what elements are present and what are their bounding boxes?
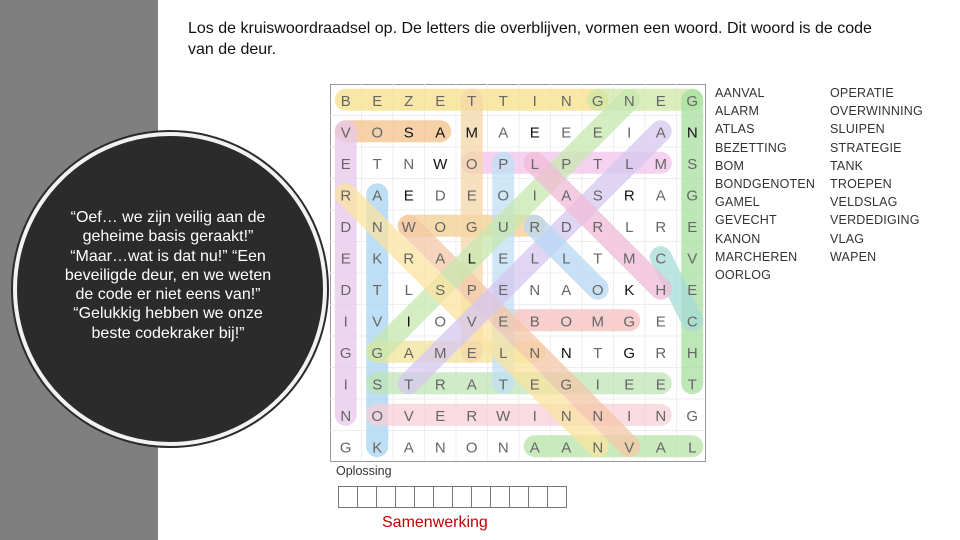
grid-letter[interactable]: K <box>372 439 383 457</box>
word-list-item: SLUIPEN <box>830 122 885 137</box>
grid-letter[interactable]: G <box>686 92 699 110</box>
grid-letter[interactable]: A <box>655 187 666 205</box>
word-list-item: GEVECHT <box>715 213 777 228</box>
grid-letter[interactable]: B <box>529 313 540 331</box>
grid-letter[interactable]: N <box>529 281 541 299</box>
grid-letter[interactable]: V <box>403 407 414 425</box>
grid-letter[interactable]: G <box>591 92 604 110</box>
grid-letter[interactable]: W <box>496 407 511 425</box>
grid-letter[interactable]: O <box>560 313 573 331</box>
solution-box[interactable] <box>414 486 434 508</box>
grid-letter[interactable]: A <box>435 124 446 142</box>
grid-letter[interactable]: G <box>686 187 699 205</box>
grid-letter[interactable]: E <box>372 92 383 110</box>
grid-letter[interactable]: N <box>403 155 415 173</box>
grid-letter[interactable]: A <box>655 439 666 457</box>
grid-letter[interactable]: A <box>372 187 383 205</box>
grid-letter[interactable]: O <box>465 155 478 173</box>
grid-letter[interactable]: E <box>624 376 635 394</box>
grid-letter[interactable]: T <box>498 376 508 394</box>
grid-letter[interactable]: T <box>467 92 477 110</box>
grid-letter[interactable]: K <box>624 281 635 299</box>
grid-letter[interactable]: T <box>593 250 603 268</box>
grid-letter[interactable]: A <box>561 439 572 457</box>
word-list-item: MARCHEREN <box>715 249 798 264</box>
grid-letter[interactable]: N <box>655 407 667 425</box>
grid-letter[interactable]: D <box>340 218 352 236</box>
solution-box[interactable] <box>395 486 415 508</box>
grid-letter[interactable]: E <box>466 344 477 362</box>
solution-box[interactable] <box>452 486 472 508</box>
grid-letter[interactable]: L <box>404 281 413 299</box>
grid-letter[interactable]: I <box>343 376 348 394</box>
grid-letter[interactable]: G <box>339 439 352 457</box>
grid-letter[interactable]: G <box>339 344 352 362</box>
grid-letter[interactable]: T <box>372 281 382 299</box>
grid-letter[interactable]: Z <box>404 92 414 110</box>
grid-letter[interactable]: L <box>625 155 634 173</box>
grid-letter[interactable]: A <box>561 281 572 299</box>
solution-box[interactable] <box>357 486 377 508</box>
grid-letter[interactable]: G <box>560 376 573 394</box>
solution-box[interactable] <box>528 486 548 508</box>
grid-letter[interactable]: H <box>655 281 667 299</box>
word-list-item: BONDGENOTEN <box>715 177 816 192</box>
grid-letter[interactable]: R <box>623 187 635 205</box>
grid-letter[interactable]: A <box>466 376 477 394</box>
grid-letter[interactable]: N <box>529 344 541 362</box>
grid-letter[interactable]: O <box>497 187 510 205</box>
grid-letter[interactable]: E <box>529 376 540 394</box>
grid-letter[interactable]: N <box>686 124 698 142</box>
grid-letter[interactable]: A <box>403 344 414 362</box>
quote-text: “Oef… we zijn veilig aan de geheime basis geraakt!” “Maar…wat is dat nu!” “Een beveiligde deur, en we weten de code er niet eens van!” “Gelukkig hebben we onze beste codekraker bij!” <box>64 209 272 342</box>
word-list-item: AANVAL <box>715 86 765 100</box>
grid-letter[interactable]: U <box>497 218 509 236</box>
grid-letter[interactable]: A <box>435 250 446 268</box>
grid-letter[interactable]: E <box>655 313 666 331</box>
word-list-item: ATLAS <box>715 122 755 137</box>
grid-letter[interactable]: T <box>593 155 603 173</box>
grid-letter[interactable]: L <box>530 250 539 268</box>
word-list-item: KANON <box>715 231 761 246</box>
grid-letter[interactable]: M <box>465 124 478 142</box>
grid-letter[interactable]: G <box>371 344 384 362</box>
grid-letter[interactable]: T <box>372 155 382 173</box>
grid-letter[interactable]: V <box>687 250 698 268</box>
grid-letter[interactable]: O <box>371 124 384 142</box>
word-list-item: GAMEL <box>715 195 760 210</box>
grid-letter[interactable]: E <box>592 124 603 142</box>
word-list-item: BOM <box>715 158 745 173</box>
grid-letter[interactable]: I <box>627 124 632 142</box>
grid-letter[interactable]: E <box>340 250 351 268</box>
grid-letter[interactable]: L <box>625 218 634 236</box>
grid-letter[interactable]: O <box>591 281 604 299</box>
word-list-item: WAPEN <box>830 249 877 264</box>
grid-letter[interactable]: R <box>466 407 478 425</box>
grid-letter[interactable]: D <box>434 187 446 205</box>
solution-label: Oplossing <box>336 464 392 478</box>
grid-letter[interactable]: O <box>465 439 478 457</box>
grid-letter[interactable]: N <box>560 344 572 362</box>
word-list-column-2 <box>830 84 923 266</box>
grid-letter[interactable]: E <box>655 376 666 394</box>
grid-letter[interactable]: I <box>627 407 632 425</box>
word-list-item: TROEPEN <box>830 177 892 192</box>
grid-letter[interactable]: C <box>655 250 667 268</box>
grid-letter[interactable]: P <box>561 155 572 173</box>
grid-letter[interactable]: A <box>498 124 509 142</box>
solution-box[interactable] <box>338 486 358 508</box>
solution-box[interactable] <box>490 486 510 508</box>
grid-letter[interactable]: E <box>687 281 698 299</box>
word-list-item: VELDSLAG <box>830 195 898 210</box>
grid-letter[interactable]: N <box>371 218 383 236</box>
grid-letter[interactable]: T <box>593 344 603 362</box>
grid-letter[interactable]: R <box>434 376 446 394</box>
word-list-item: OVERWINNING <box>830 104 923 119</box>
grid-letter[interactable]: N <box>592 439 604 457</box>
grid-letter[interactable]: D <box>560 218 572 236</box>
grid-letter[interactable]: V <box>372 313 383 331</box>
grid-letter[interactable]: N <box>592 407 604 425</box>
grid-letter[interactable]: W <box>433 155 448 173</box>
word-list-column-1 <box>715 84 815 284</box>
grid-letter[interactable]: L <box>530 155 539 173</box>
grid-letter[interactable]: P <box>498 155 509 173</box>
grid-letter[interactable]: A <box>529 439 540 457</box>
grid-letter[interactable]: M <box>591 313 604 331</box>
solution-boxes <box>338 486 566 508</box>
grid-letter[interactable]: G <box>623 344 636 362</box>
solution-box[interactable] <box>376 486 396 508</box>
grid-letter[interactable]: N <box>340 407 352 425</box>
grid-letter[interactable]: E <box>466 187 477 205</box>
grid-letter[interactable]: E <box>435 407 446 425</box>
grid-letter[interactable]: E <box>435 92 446 110</box>
grid-letter[interactable]: E <box>655 92 666 110</box>
word-list-item: BEZETTING <box>715 140 787 155</box>
grid-letter[interactable]: E <box>498 313 509 331</box>
grid-letter[interactable]: E <box>403 187 414 205</box>
grid-letter[interactable]: I <box>532 92 537 110</box>
grid-letter[interactable]: S <box>372 376 383 394</box>
word-list-item: VLAG <box>830 231 865 246</box>
grid-letter[interactable]: S <box>592 187 603 205</box>
grid-letter[interactable]: M <box>623 250 636 268</box>
instruction-text: Los de kruiswoordraadsel op. De letters die overblijven, vormen een woord. Dit woord is de code van de deur. <box>188 20 872 58</box>
grid-letter[interactable]: N <box>560 407 572 425</box>
grid-letter[interactable]: V <box>624 439 635 457</box>
grid-letter[interactable]: I <box>532 407 537 425</box>
grid-letter[interactable]: R <box>655 218 667 236</box>
grid-letter[interactable]: D <box>340 281 352 299</box>
grid-letter[interactable]: C <box>686 313 698 331</box>
word-list-item: VERDEDIGING <box>830 213 920 228</box>
grid-letter[interactable]: T <box>687 376 697 394</box>
grid-letter[interactable]: A <box>403 439 414 457</box>
grid-letter[interactable]: N <box>497 439 509 457</box>
grid-letter[interactable]: S <box>687 155 698 173</box>
word-list-item: STRATEGIE <box>830 140 902 155</box>
grid-letter[interactable]: I <box>343 313 348 331</box>
grid-letter[interactable]: A <box>655 124 666 142</box>
grid-letter[interactable]: T <box>498 92 508 110</box>
grid-letter[interactable]: V <box>340 124 351 142</box>
grid-letter[interactable]: R <box>655 344 667 362</box>
grid-letter[interactable]: R <box>592 218 604 236</box>
grid-letter[interactable]: E <box>340 155 351 173</box>
grid-letter[interactable]: E <box>498 250 509 268</box>
word-list-item: OPERATIE <box>830 86 894 100</box>
grid-letter[interactable]: G <box>623 313 636 331</box>
grid-letter[interactable]: V <box>466 313 477 331</box>
word-list-item: OORLOG <box>715 268 772 283</box>
grid-letter[interactable]: L <box>688 439 697 457</box>
solution-box[interactable] <box>547 486 567 508</box>
grid-letter[interactable]: E <box>687 218 698 236</box>
grid-letter[interactable]: M <box>434 344 447 362</box>
grid-letter[interactable]: E <box>498 281 509 299</box>
grid-letter[interactable]: E <box>529 124 540 142</box>
grid-letter[interactable]: I <box>406 313 411 331</box>
grid-letter[interactable]: E <box>561 124 572 142</box>
word-list-item: ALARM <box>715 104 760 119</box>
grid-letter[interactable]: K <box>372 250 383 268</box>
grid-letter[interactable]: B <box>340 92 351 110</box>
grid-letter[interactable]: R <box>529 218 541 236</box>
word-list-item: TANK <box>830 158 864 173</box>
grid-letter[interactable]: N <box>623 92 635 110</box>
caption-text: Samenwerking <box>382 514 488 531</box>
grid-letter[interactable]: O <box>434 313 447 331</box>
word-search-grid <box>330 84 706 462</box>
grid-letter[interactable]: N <box>434 439 446 457</box>
solution-box[interactable] <box>471 486 491 508</box>
grid-letter[interactable]: R <box>403 250 415 268</box>
grid-letter[interactable]: G <box>465 218 478 236</box>
grid-letter[interactable]: A <box>561 187 572 205</box>
grid-letter[interactable]: W <box>401 218 416 236</box>
grid-letter[interactable]: S <box>403 124 414 142</box>
grid-letter[interactable]: P <box>466 281 477 299</box>
grid-letter[interactable]: N <box>560 92 572 110</box>
grid-letter[interactable]: T <box>404 376 414 394</box>
grid-letter[interactable]: R <box>340 187 352 205</box>
word-search-puzzle <box>330 84 706 462</box>
grid-letter[interactable]: S <box>435 281 446 299</box>
grid-letter[interactable]: H <box>686 344 698 362</box>
grid-letter[interactable]: L <box>562 250 571 268</box>
solution-box[interactable] <box>433 486 453 508</box>
grid-letter[interactable]: G <box>686 407 699 425</box>
grid-letter[interactable]: L <box>499 344 508 362</box>
solution-box[interactable] <box>509 486 529 508</box>
grid-letter[interactable]: O <box>371 407 384 425</box>
grid-letter[interactable]: I <box>532 187 537 205</box>
grid-letter[interactable]: O <box>434 218 447 236</box>
grid-letter[interactable]: I <box>595 376 600 394</box>
grid-letter[interactable]: L <box>467 250 476 268</box>
grid-letter[interactable]: M <box>654 155 667 173</box>
